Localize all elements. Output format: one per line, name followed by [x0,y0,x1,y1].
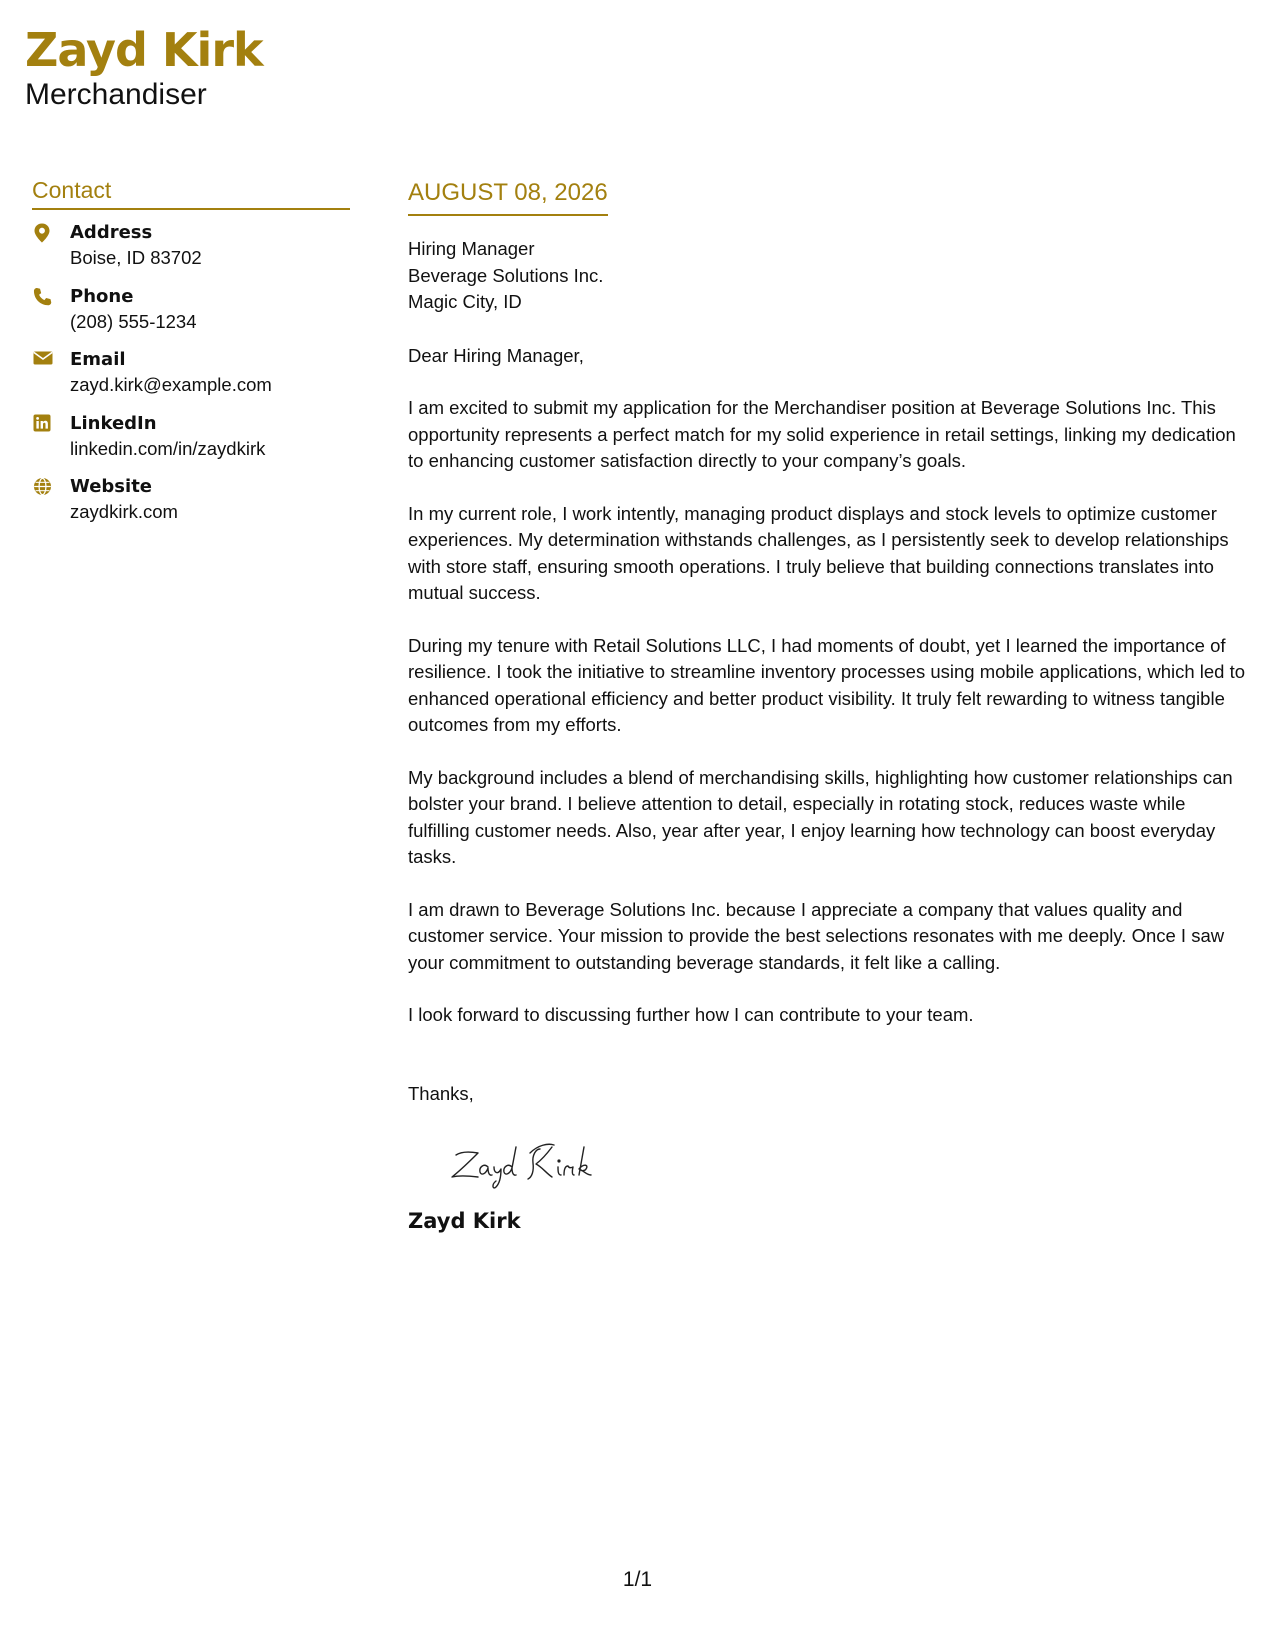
contact-item-email [32,348,350,412]
phone-icon [32,285,70,306]
contact-label: Phone [70,285,134,307]
globe-icon [32,475,70,496]
letter-paragraph: I look forward to discussing further how I can contribute to your team. [408,1004,974,1025]
signer-name: Zayd Kirk [408,1209,521,1233]
linkedin-icon [32,412,70,432]
website-value[interactable]: zaydkirk.com [70,501,178,522]
address-value: Boise, ID 83702 [70,247,202,268]
contact-label: LinkedIn [70,412,157,434]
contact-list [32,221,350,539]
recipient-line: Beverage Solutions Inc. [408,264,604,286]
contact-label: Address [70,222,153,243]
phone-value[interactable]: (208) 555-1234 [70,310,197,332]
job-title: Merchandiser [25,78,207,111]
applicant-name: Zayd Kirk [25,23,263,77]
recipient-line: Hiring Manager [408,238,535,259]
email-value[interactable]: zayd.kirk@example.com [70,374,272,395]
header [25,22,263,112]
contact-sidebar [32,176,350,539]
contact-item-address [32,221,350,285]
linkedin-value[interactable]: linkedin.com/in/zaydkirk [70,437,266,459]
envelope-icon [32,348,70,366]
letter-paragraph: My background includes a blend of merchandising skills, highlighting how customer relationships can bolster your brand. I believe attention to detail, especially in rotating stock, reduces waste while fulfilling customer needs. Also, year after year, I enjoy learning how technology can boost everyday tasks. [408,766,1233,867]
contact-item-linkedin [32,412,350,476]
salutation: Dear Hiring Manager, [408,344,584,366]
letter-paragraph: In my current role, I work intently, managing product displays and stock levels to optimize customer experiences. My determination withstands challenges, as I persistently seek to develop relationships with store staff, ensuring smooth operations. I truly believe that building connections translates into mutual success. [408,502,1229,603]
signature-image [448,1137,1248,1193]
letter-body [408,178,1248,1235]
contact-item-phone [32,285,350,349]
contact-heading: Contact [32,176,350,210]
closing: Thanks, [408,1082,474,1104]
contact-item-website [32,475,350,539]
contact-label: Email [70,349,126,370]
page-number: 1/1 [622,1568,653,1591]
recipient-block [408,236,1248,316]
letter-paragraph: During my tenure with Retail Solutions LLC, I had moments of doubt, yet I learned the importance of resilience. I took the initiative to streamline inventory processes using mobile applications, which led to enhanced operational efficiency and better product visibility. It truly felt rewarding to witness tangible outcomes from my efforts. [408,634,1246,735]
letter-paragraph: I am drawn to Beverage Solutions Inc. because I appreciate a company that values quality and customer service. Your mission to provide the best selections resonates with me deeply. Once I saw your commitment to outstanding beverage standards, it felt like a calling. [408,898,1225,973]
letter-date: AUGUST 08, 2026 [408,179,608,206]
contact-label: Website [70,476,153,497]
letter-paragraph: I am excited to submit my application for the Merchandiser position at Beverage Solutions Inc. This opportunity represents a perfect match for my solid experience in retail settings, linking my dedication to enhancing customer satisfaction directly to your company’s goals. [408,397,1236,471]
map-pin-icon [32,221,70,243]
recipient-line: Magic City, ID [408,291,522,312]
date-block [408,178,608,216]
